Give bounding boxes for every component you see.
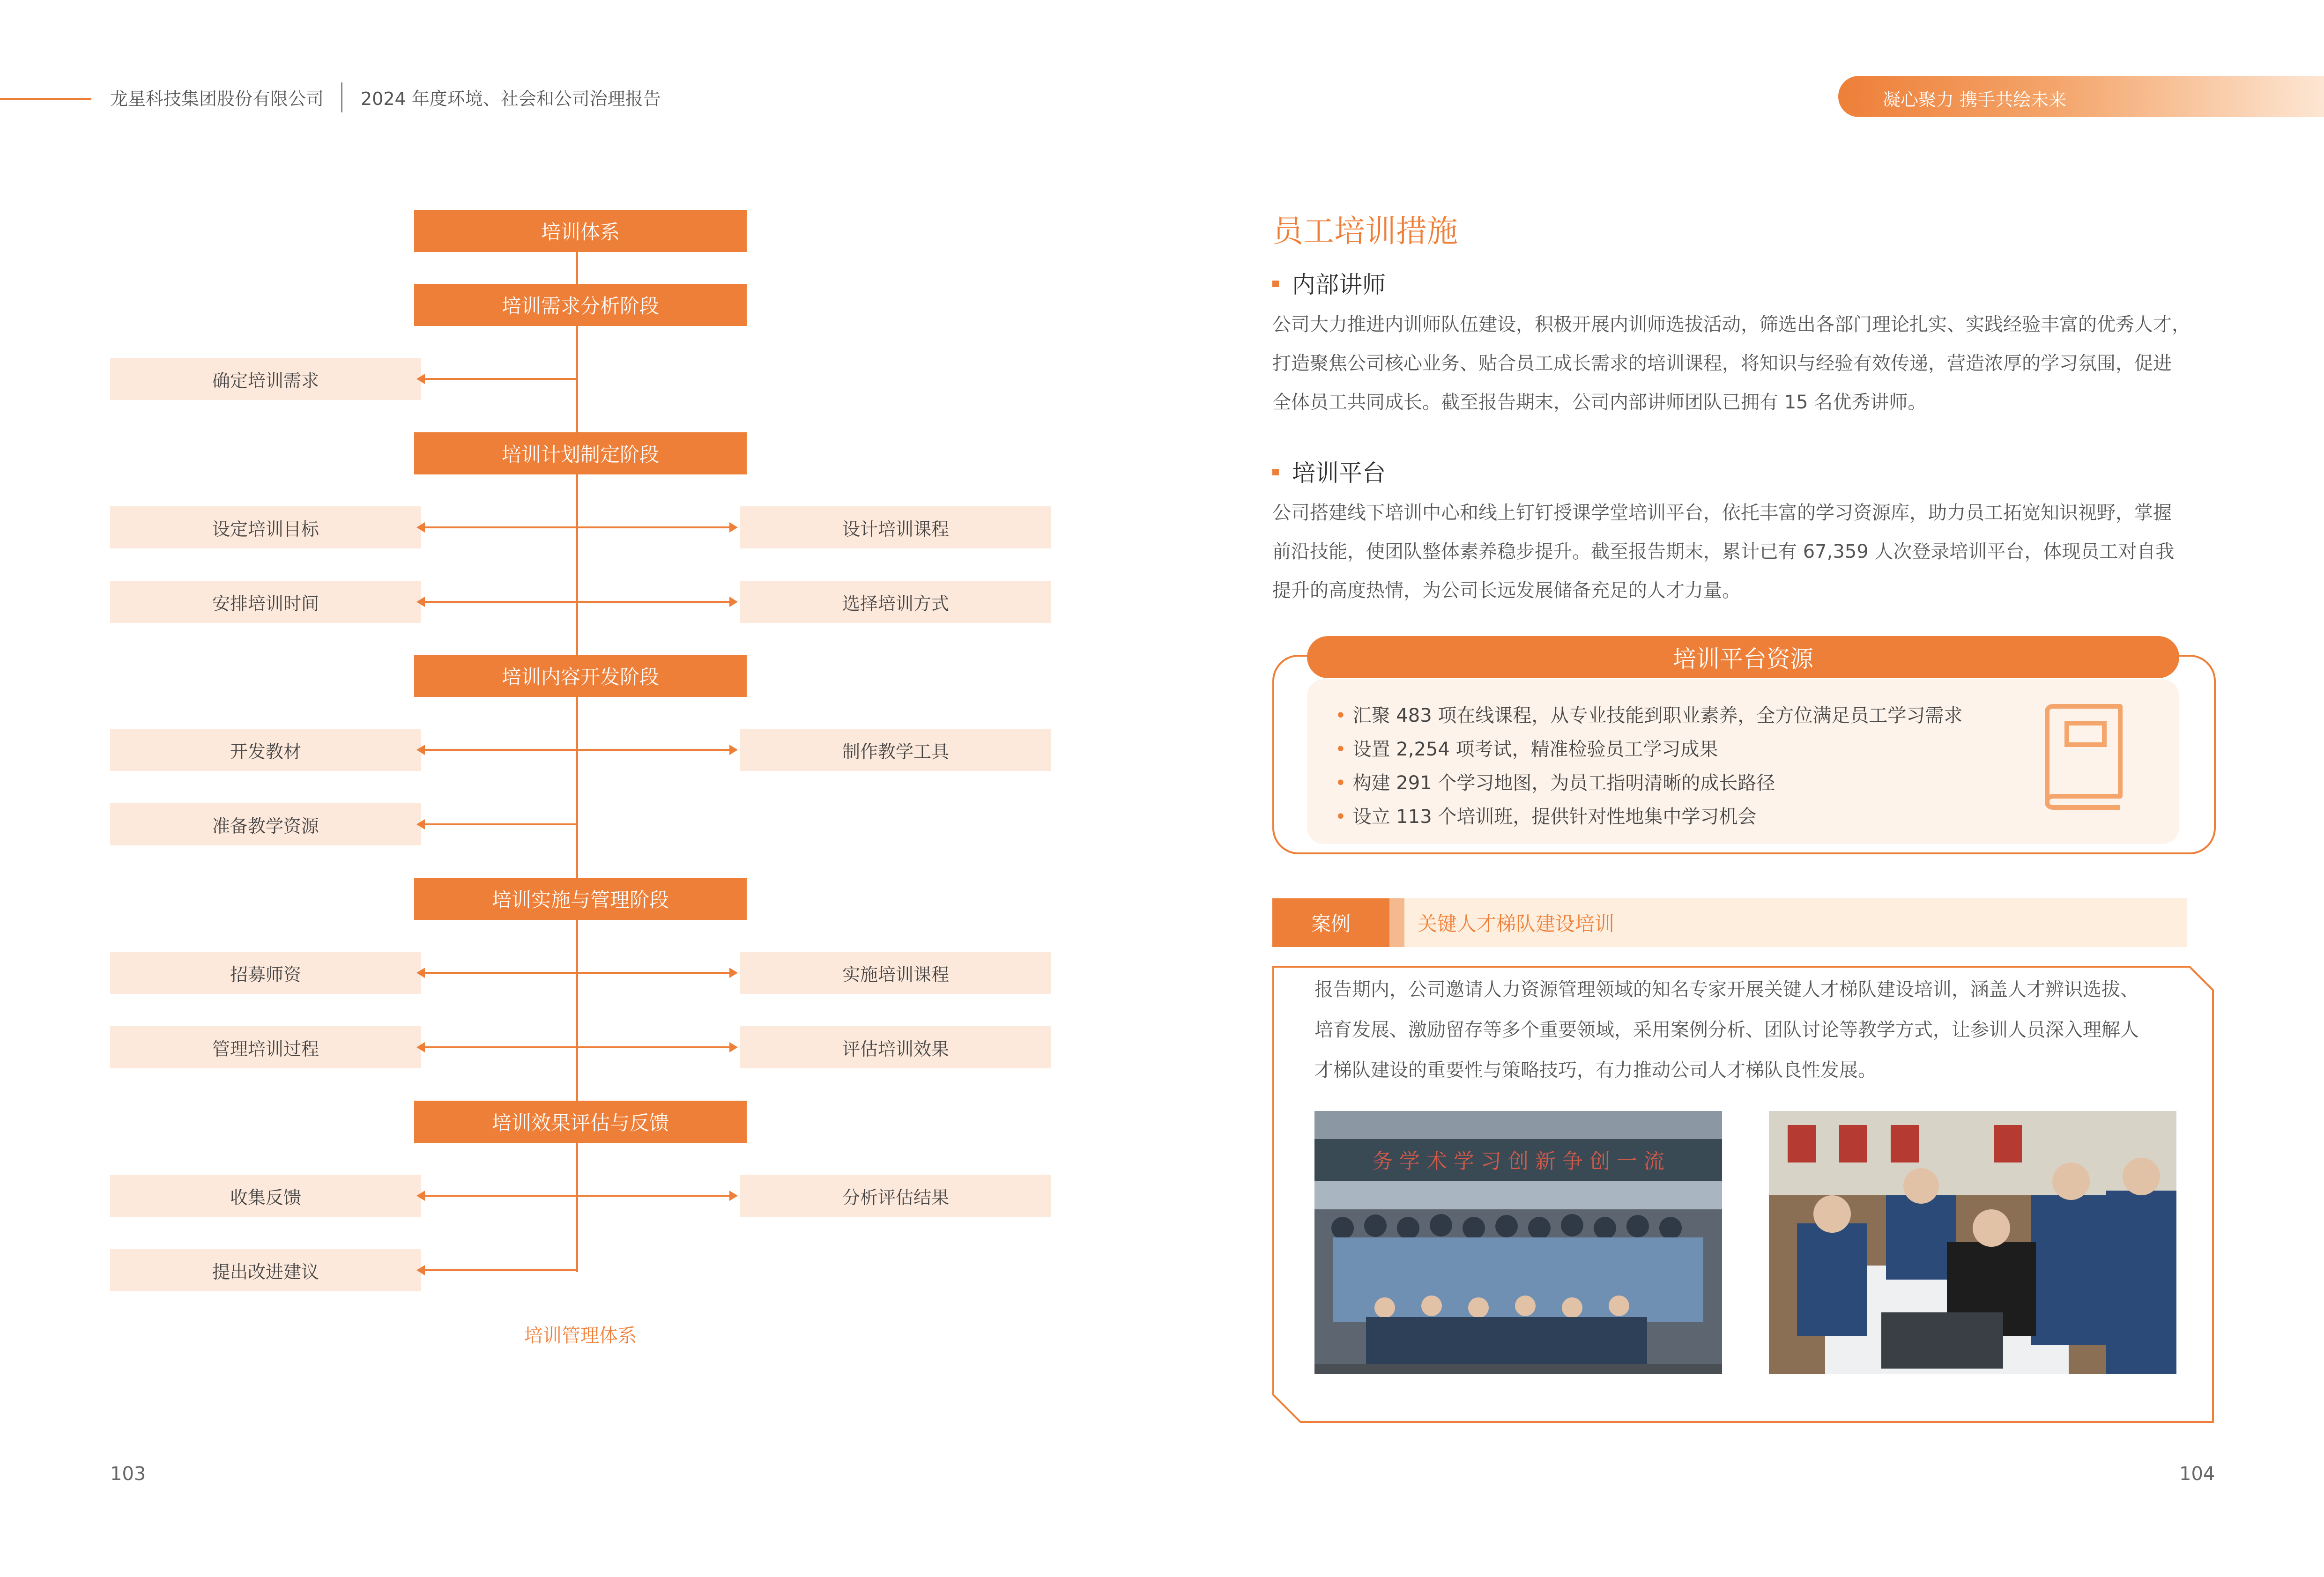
arrow-left [424,1195,576,1197]
flowchart-root: 培训体系 [414,210,747,252]
bullet-square [1272,281,1279,287]
step-run-courses: 实施培训课程 [740,952,1051,994]
paragraph-line: 培育发展、激励留存等多个重要领域，采用案例分析、团队讨论等教学方式，让参训人员深入理解人 [1314,1019,2139,1041]
internal-trainers-paragraph [1272,305,2215,422]
step-choose-method: 选择培训方式 [740,581,1051,623]
step-develop-materials: 开发教材 [110,729,421,771]
paragraph-line: 公司大力推进内训师队伍建设，积极开展内训师选拔活动，筛选出各部门理论扎实、实践经验丰富的优秀人才， [1272,314,2190,335]
step-determine-needs: 确定培训需求 [110,358,421,400]
arrow-right [578,601,730,603]
stage-implementation: 培训实施与管理阶段 [414,878,747,920]
step-collect-feedback: 收集反馈 [110,1175,421,1217]
step-analyze-results: 分析评估结果 [740,1175,1051,1217]
arrow-left [424,749,576,751]
company-name: 龙星科技集团股份有限公司 [110,89,324,109]
arrow-left [424,526,576,528]
stage-content-development: 培训内容开发阶段 [414,655,747,697]
resource-item: • 构建 291 个学习地图，为员工指明清晰的成长路径 [1335,772,1775,794]
case-header-bar [1272,898,2187,947]
resource-item: • 设置 2,254 项考试，精准检验员工学习成果 [1335,739,1718,760]
bullet-square [1272,469,1279,475]
tagline-banner [1838,76,2324,117]
section-title: 员工培训措施 [1272,213,1458,249]
resource-item: • 设立 113 个培训班，提供针对性地集中学习机会 [1335,806,1757,828]
arrow-right [578,526,730,528]
resource-item-text: 构建 291 个学习地图，为员工指明清晰的成长路径 [1352,772,1775,794]
arrow-left [424,972,576,974]
subheading-text: 内部讲师 [1292,271,1386,298]
step-suggest-improvements: 提出改进建议 [110,1249,421,1291]
step-manage-process: 管理培训过程 [110,1026,421,1068]
step-set-goals: 设定培训目标 [110,506,421,548]
arrow-right [578,749,730,751]
subheading-training-platform [1272,454,1386,488]
step-prepare-resources: 准备教学资源 [110,803,421,845]
stage-needs-analysis: 培训需求分析阶段 [414,284,747,326]
paragraph-line: 打造聚焦公司核心业务、贴合员工成长需求的培训课程，将知识与经验有效传递，营造浓厚的学习氛围，促进 [1272,353,2172,374]
step-make-tools: 制作教学工具 [740,729,1051,771]
paragraph-line: 公司搭建线下培训中心和线上钉钉授课学堂培训平台，依托丰富的学习资源库，助力员工拓宽知识视野，掌握 [1272,502,2172,524]
group-photo [1314,1111,1722,1374]
page-number-left: 103 [110,1463,146,1485]
resource-item-text: 设置 2,254 项考试，精准检验员工学习成果 [1352,739,1718,760]
resources-title: 培训平台资源 [1307,636,2179,678]
book-icon [2033,703,2127,815]
flowchart-caption: 培训管理体系 [524,1325,637,1347]
page-number-right: 104 [2179,1463,2215,1485]
paragraph-line: 提升的高度热情，为公司长远发展储备充足的人才力量。 [1272,580,1741,601]
arrow-right [578,972,730,974]
paragraph-line: 前沿技能，使团队整体素养稳步提升。截至报告期末，累计已有 67,359 人次登录培训平台，体现员工对自我 [1272,541,2175,563]
paragraph-line: 报告期内，公司邀请人力资源管理领域的知名专家开展关键人才梯队建设培训，涵盖人才辨识选拔、 [1314,979,2139,1000]
resource-item-text: 汇聚 483 项在线课程，从专业技能到职业素养，全方位满足员工学习需求 [1352,705,1963,726]
arrow-right [578,1195,730,1197]
arrow-left [424,378,576,380]
report-title: 2024 年度环境、社会和公司治理报告 [361,89,661,109]
resource-item-text: 设立 113 个培训班，提供针对性地集中学习机会 [1352,806,1757,828]
step-schedule-time: 安排培训时间 [110,581,421,623]
arrow-left [424,1046,576,1048]
case-label-accent [1389,898,1404,947]
step-recruit-trainers: 招募师资 [110,952,421,994]
arrow-left [424,601,576,603]
step-design-courses: 设计培训课程 [740,506,1051,548]
tagline-text: 凝心聚力 携手共绘未来 [1883,89,2067,110]
subheading-internal-trainers [1272,266,1386,300]
arrow-left [424,1269,576,1271]
case-title: 关键人才梯队建设培训 [1418,912,1615,935]
stage-evaluation-feedback: 培训效果评估与反馈 [414,1101,747,1143]
training-platform-paragraph [1272,494,2215,610]
case-paragraph [1314,970,2186,1090]
paragraph-line: 才梯队建设的重要性与策略技巧，有力推动公司人才梯队良性发展。 [1314,1059,1877,1081]
stage-plan-making: 培训计划制定阶段 [414,432,747,474]
paragraph-line: 全体员工共同成长。截至报告期末，公司内部讲师团队已拥有 15 名优秀讲师。 [1272,392,1927,413]
subheading-text: 培训平台 [1292,459,1386,487]
step-evaluate-effect: 评估培训效果 [740,1026,1051,1068]
arrow-left [424,823,576,825]
photo-banner-text: 务 学 术 学 习 创 新 争 创 一 流 [1372,1149,1664,1173]
header-accent-line [0,98,91,100]
header-divider [341,82,342,112]
case-label: 案例 [1272,898,1389,947]
arrow-right [578,1046,730,1048]
training-session-photo [1769,1111,2176,1374]
resource-item: • 汇聚 483 项在线课程，从专业技能到职业素养，全方位满足员工学习需求 [1335,705,1963,726]
